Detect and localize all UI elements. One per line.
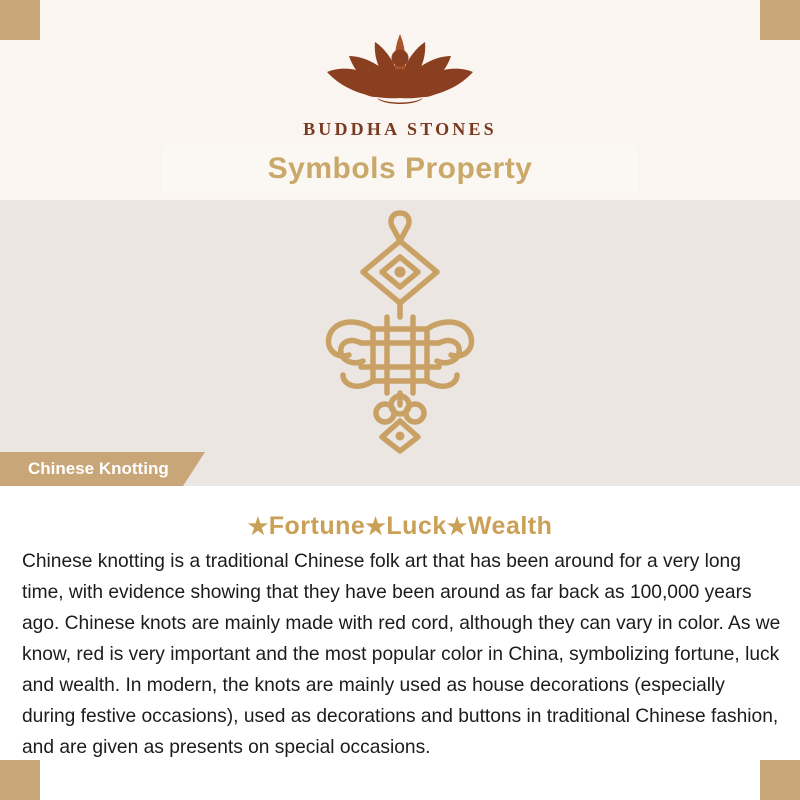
- section-tag-label: Chinese Knotting: [28, 459, 169, 478]
- star-icon-1: ★: [247, 513, 269, 539]
- brand-logo: [0, 20, 800, 140]
- keyword-luck: Luck: [386, 512, 447, 540]
- title-banner: [162, 145, 638, 193]
- chinese-endless-knot-icon: [285, 205, 515, 455]
- keyword-fortune: Fortune: [268, 512, 366, 540]
- lotus-meditation-icon: [305, 20, 495, 115]
- section-tag-tail: [183, 452, 205, 486]
- brand-name: BUDDHA STONES: [303, 119, 497, 139]
- section-tag: [0, 452, 205, 486]
- illustration-container: [0, 205, 800, 460]
- corner-decoration-bottom-left: [0, 760, 40, 800]
- section-tag-body: [0, 452, 183, 486]
- body-paragraph: Chinese knotting is a traditional Chinese folk art that has been around for a very long time, with evidence showing that they have been around as far back as 100,000 years ago. Chinese knots are mainly made with red cord, although they can vary in color. As we know, red is very important and the most popular color in China, symbolizing fortune, luck and wealth. In modern, the knots are mainly used as house decorations (especially during festive occasions), used as decorations and buttons in traditional Chinese fashion, and are given as presents on special occasions.: [22, 551, 781, 758]
- keyword-wealth: Wealth: [467, 512, 553, 540]
- page-title: Symbols Property: [267, 152, 533, 185]
- star-icon-2: ★: [365, 513, 387, 539]
- keywords-line: [0, 512, 800, 541]
- corner-decoration-bottom-right: [760, 760, 800, 800]
- star-icon-3: ★: [446, 513, 468, 539]
